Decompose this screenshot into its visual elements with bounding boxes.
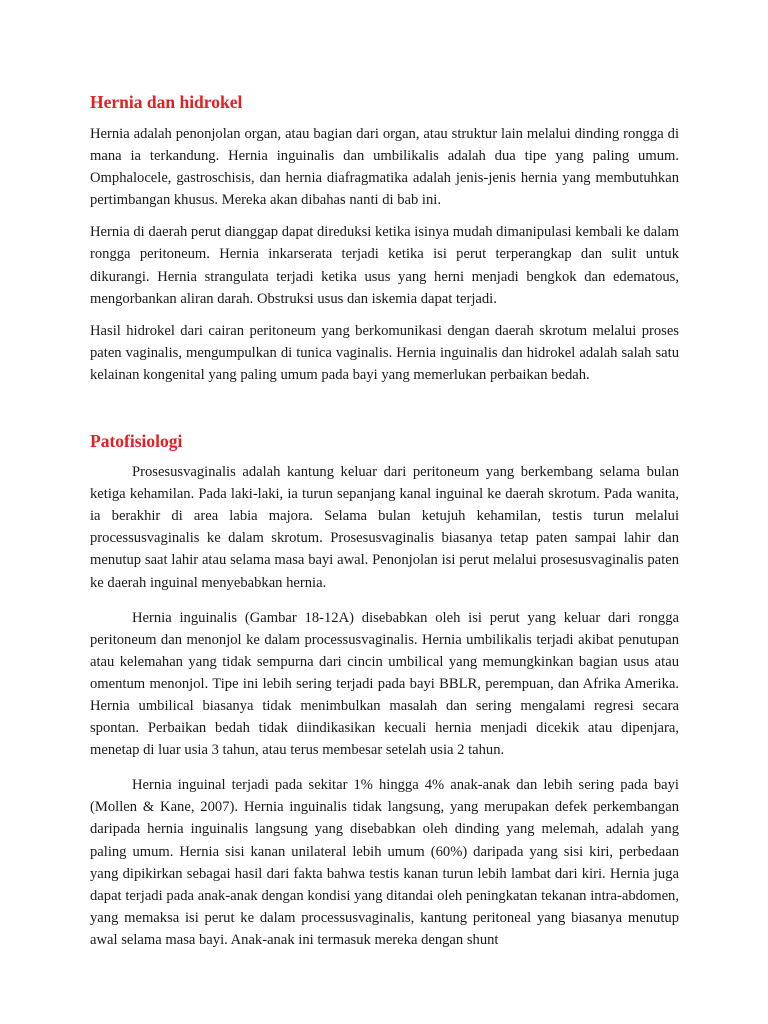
section-heading-patofisiologi: Patofisiologi: [90, 431, 183, 452]
paragraph-hidrokel: Hasil hidrokel dari cairan peritoneum yang berkomunikasi dengan daerah skrotum melalui proses paten vaginalis, mengumpulkan di tunica vaginalis. Hernia inguinalis dan hidrokel adalah salah satu kelainan kongenital yang paling umum pada bayi yang memerlukan perbaikan bedah.: [90, 322, 679, 383]
paragraph-hernia-definition: Hernia adalah penonjolan organ, atau bagian dari organ, atau struktur lain melalui dinding rongga di mana ia terkandung. Hernia inguinalis dan umbilikalis adalah dua tipe yang paling umum. Omphalocele, gastroschisis, dan hernia diafragmatika adalah jenis-jenis hernia yang membutuhkan pertimbangan khusus. Mereka akan dibahas nanti di bab ini.: [90, 126, 679, 209]
paragraph-hernia-inguinalis: Hernia inguinalis (Gambar 18-12A) disebabkan oleh isi perut yang keluar dari rongga peritoneum dan menonjol ke dalam processusvaginalis. Hernia umbilikalis terjadi akibat penutupan atau kelemahan yang tidak sempurna dari cincin umbilical yang memungkinkan bagian usus atau omentum menonjol. Tipe ini lebih sering terjadi pada bayi BBLR, perempuan, dan Afrika Amerika. Hernia umbilical biasanya tidak menimbulkan masalah dan sering mengalami regresi secara spontan. Perbaikan bedah tidak diindikasikan kecuali hernia menjadi dicekik atau dipenjara, menetap di luar usia 3 tahun, atau terus membesar setelah usia 2 tahun.: [90, 609, 679, 759]
paragraph-prosesusvaginalis: Prosesusvaginalis adalah kantung keluar dari peritoneum yang berkembang selama bulan ketiga kehamilan. Pada laki-laki, ia turun sepanjang kanal inguinal ke daerah skrotum. Pada wanita, ia berakhir di area labia majora. Selama bulan ketujuh kehamilan, testis turun melalui processusvaginalis ke dalam skrotum. Prosesusvaginalis biasanya tetap paten sampai lahir dan menutup saat lahir atau selama masa bayi awal. Penonjolan isi perut melalui prosesusvaginalis paten ke daerah inguinal menyebabkan hernia.: [90, 464, 679, 591]
paragraph-hernia-types: Hernia di daerah perut dianggap dapat direduksi ketika isinya mudah dimanipulasi kembali ke dalam rongga peritoneum. Hernia inkarserata terjadi ketika isi perut terperangkap dan sulit untuk dikurangi. Hernia strangulata terjadi ketika usus yang herni menjadi bengkok dan edematous, mengorbankan aliran darah. Obstruksi usus dan iskemia dapat terjadi.: [90, 224, 679, 307]
paragraph-hernia-inguinal-incidence: Hernia inguinal terjadi pada sekitar 1% hingga 4% anak-anak dan lebih sering pada bayi (Mollen & Kane, 2007). Hernia inguinalis tidak langsung, yang merupakan defek perkembangan daripada hernia inguinalis langsung yang disebabkan oleh dinding yang melemah, adalah yang paling umum. Hernia sisi kanan unilateral lebih umum (60%) daripada yang sisi kiri, perbedaan yang dipikirkan sebagai hasil dari fakta bahwa testis kanan turun lebih lambat dari kiri. Hernia juga dapat terjadi pada anak-anak dengan kondisi yang ditandai oleh peningkatan tekanan intra-abdomen, yang memaksa isi perut ke dalam processusvaginalis, kantung peritoneal yang biasanya menutup awal selama masa bayi. Anak-anak ini termasuk mereka dengan shunt: [90, 777, 679, 948]
section-heading-hernia-dan-hidrokel: Hernia dan hidrokel: [90, 92, 243, 112]
